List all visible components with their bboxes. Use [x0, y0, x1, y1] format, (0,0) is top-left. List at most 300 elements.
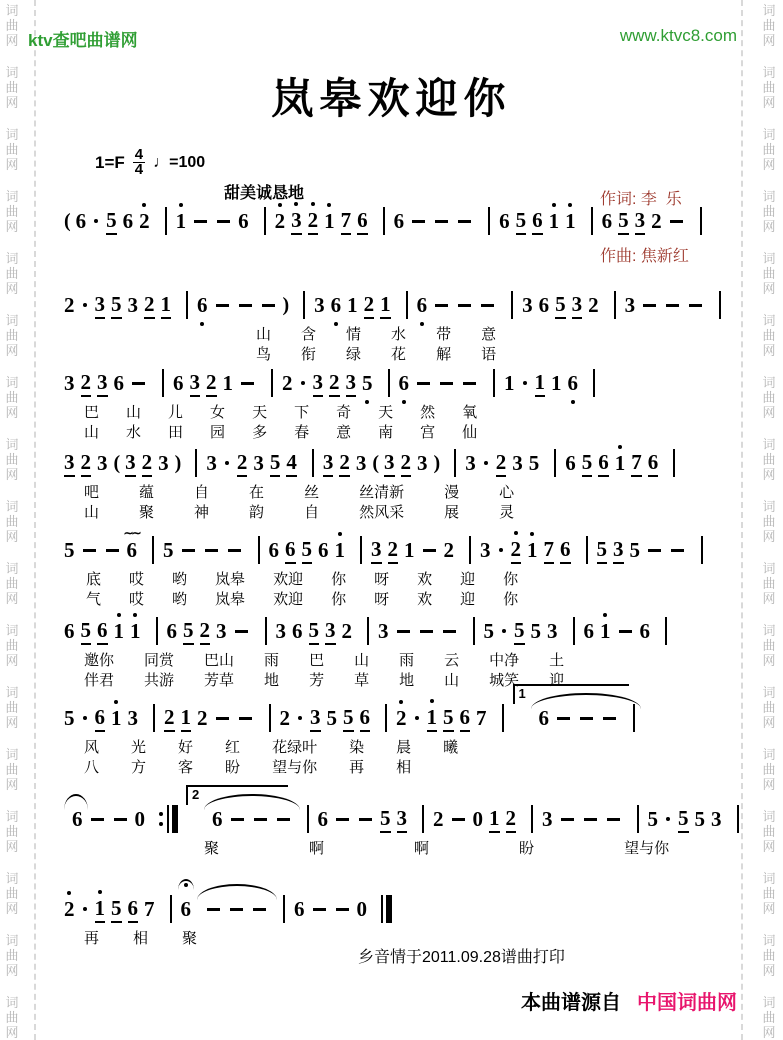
sustain-dash: [561, 818, 574, 821]
lyric-word: 山: [84, 424, 100, 441]
lyric-word: 相: [133, 930, 149, 947]
lyric-word: 宫: [420, 424, 436, 441]
sustain-dash: [440, 382, 453, 385]
lyric-word: 盼: [519, 840, 535, 857]
notes-row: [64, 535, 732, 565]
lyric-word: 下: [294, 404, 310, 421]
volta-bracket: 2: [186, 785, 288, 805]
lyric-word: 晨: [396, 739, 412, 756]
lyric-word: 共游: [144, 672, 175, 689]
augmentation-dot: [502, 629, 506, 633]
note: 6: [399, 371, 410, 396]
border-character: 词: [762, 499, 776, 514]
lyric-word: 雨: [399, 652, 415, 669]
notes-row: [64, 787, 732, 834]
lyric-word: 欢: [417, 571, 433, 588]
border-character: 网: [762, 219, 776, 234]
octave-dot-above: [117, 613, 121, 617]
sustain-dash: [336, 818, 349, 821]
note: 3: [547, 618, 558, 643]
note: 6: [460, 705, 471, 732]
note: 1: [130, 619, 141, 644]
barline: [265, 617, 267, 645]
note: 6: [285, 537, 296, 564]
note: 3: [480, 537, 491, 562]
note: 5: [483, 618, 494, 643]
lyric-word: 中净: [489, 652, 520, 669]
lyric-word: 蕴: [139, 484, 155, 501]
barline: [614, 291, 616, 319]
note: 3: [378, 618, 389, 643]
barline: [531, 805, 533, 833]
note: 1: [404, 537, 415, 562]
score-line: [64, 535, 732, 610]
sustain-dash: [417, 382, 430, 385]
lyric-word: 山: [354, 652, 370, 669]
augmentation-dot: [666, 817, 670, 821]
lyric-word: 哟: [172, 591, 188, 608]
note: 5: [111, 896, 122, 923]
barline: [473, 617, 475, 645]
note: 6: [639, 618, 650, 643]
augmentation-dot: [94, 219, 98, 223]
sustain-dash: [359, 818, 372, 821]
lyric-word: 岚皋: [215, 571, 246, 588]
augmentation-dot: [499, 548, 503, 552]
barline-thick: [172, 805, 178, 833]
note: 6: [122, 208, 134, 233]
barline: [700, 207, 702, 235]
barline: [493, 369, 495, 397]
note: 3: [291, 208, 302, 235]
border-character: 曲: [762, 700, 776, 715]
sustain-dash: [412, 220, 425, 223]
lyric-word: 红: [225, 739, 241, 756]
border-character: 网: [5, 95, 19, 110]
note: 5: [106, 208, 117, 235]
note: 1: [551, 370, 562, 395]
border-character: 曲: [762, 80, 776, 95]
notes-row: [64, 616, 732, 646]
note: 3: [216, 618, 227, 643]
lyric-row: [64, 671, 732, 691]
lyric-word: 带: [436, 326, 452, 343]
lyric-word: 巴山: [204, 652, 235, 669]
border-character: 曲: [5, 328, 19, 343]
border-character: 词: [5, 127, 19, 142]
note: 2: [81, 450, 92, 477]
border-character: 网: [762, 901, 776, 916]
octave-dot-above: [603, 613, 607, 617]
sustain-dash: [241, 382, 254, 385]
border-character: 网: [5, 653, 19, 668]
time-signature-top: 4: [134, 146, 144, 163]
border-character: 词: [762, 251, 776, 266]
sustain-dash: [557, 717, 570, 720]
sustain-dash: [91, 818, 104, 821]
note: 2: [443, 537, 454, 562]
sustain-dash: [207, 908, 220, 911]
sustain-dash: [277, 818, 290, 821]
final-barline: [381, 895, 392, 923]
border-character: 曲: [762, 18, 776, 33]
parenthesis: (: [113, 451, 121, 474]
fermata-icon: [178, 879, 194, 890]
note: 5: [343, 705, 354, 732]
border-character: 词: [762, 747, 776, 762]
lyric-word: 女: [210, 404, 226, 421]
score-line: [64, 290, 732, 365]
border-character: 网: [5, 963, 19, 978]
barline: [454, 449, 456, 477]
lyric-row: [64, 839, 732, 859]
lyric-word: 方: [131, 759, 147, 776]
sustain-dash: [435, 220, 448, 223]
lyric-word: 南: [378, 424, 394, 441]
lyric-word: 底: [86, 571, 102, 588]
note: 3: [624, 292, 636, 317]
score-line: [64, 616, 732, 691]
note: 2: [197, 705, 208, 730]
barline: [186, 291, 188, 319]
note: 5: [597, 537, 608, 564]
lyric-row: [64, 590, 732, 610]
border-character: 网: [762, 591, 776, 606]
lyric-word: 同赏: [144, 652, 175, 669]
site-name-link[interactable]: ktv查吧曲谱网: [28, 31, 138, 50]
parenthesis: ): [282, 293, 290, 316]
lyric-word: 聚: [204, 840, 220, 857]
note: 1: [335, 538, 346, 563]
barline: [701, 536, 703, 564]
note: 2: [329, 370, 340, 397]
sustain-dash: [83, 549, 96, 552]
octave-dot-above: [338, 532, 342, 536]
border-character: 曲: [762, 266, 776, 281]
lyric-word: 曦: [443, 739, 459, 756]
note: 6: [173, 370, 184, 395]
note: 6: [601, 208, 613, 233]
sustain-dash: [435, 304, 448, 307]
note: 6: [560, 537, 571, 564]
barline: [469, 536, 471, 564]
sustain-dash: [228, 549, 241, 552]
note: 4: [286, 450, 297, 477]
score-line: [64, 894, 732, 949]
note: 5: [678, 806, 689, 833]
lyric-word: 你: [331, 571, 347, 588]
note: 3: [314, 292, 325, 317]
lyric-word: 展: [444, 504, 460, 521]
sustain-dash: [452, 818, 465, 821]
note: 2: [282, 370, 293, 395]
lyric-word: 花绿叶: [272, 739, 318, 756]
right-dashed-divider: [741, 0, 743, 1040]
octave-dot-above: [142, 203, 146, 207]
sustain-dash: [239, 304, 252, 307]
sustain-dash: [239, 717, 252, 720]
note: 6: [360, 705, 371, 732]
lyric-row: [64, 651, 732, 671]
lyric-word: 巴: [309, 652, 325, 669]
lyric-word: 自: [194, 484, 210, 501]
note: 3: [125, 450, 136, 477]
augmentation-dot: [523, 381, 527, 385]
note: 6: [268, 537, 279, 562]
note: 1: [600, 619, 611, 644]
note: 1: [504, 370, 515, 395]
note: 5: [183, 618, 194, 645]
octave-dot-above: [568, 203, 572, 207]
barline: [367, 617, 369, 645]
footer-source-link[interactable]: 中国词曲网: [637, 992, 737, 1014]
note: 3: [323, 450, 334, 477]
lyric-word: 土: [549, 652, 565, 669]
octave-dot-above: [67, 891, 71, 895]
border-character: 词: [5, 561, 19, 576]
note: 2: [588, 292, 599, 317]
note: 6: [568, 371, 579, 396]
lyric-word: 水: [391, 326, 407, 343]
border-character: 网: [5, 901, 19, 916]
border-character: 词: [5, 375, 19, 390]
note: 5: [647, 806, 658, 831]
sustain-dash: [670, 220, 683, 223]
border-character: 网: [762, 715, 776, 730]
note: 5: [270, 450, 281, 477]
notes-row: [64, 206, 732, 236]
note: 6: [238, 208, 249, 233]
lyric-word: 意: [481, 326, 497, 343]
border-character: 网: [5, 467, 19, 482]
border-character: 曲: [5, 80, 19, 95]
note: 2: [388, 537, 399, 564]
border-character: 词: [5, 251, 19, 266]
note: 1: [549, 209, 560, 234]
border-character: 曲: [5, 204, 19, 219]
sustain-dash: [132, 382, 145, 385]
border-character: 词: [762, 437, 776, 452]
note: 3: [95, 292, 106, 319]
lyric-word: 漫: [444, 484, 460, 501]
border-character: 曲: [5, 762, 19, 777]
lyric-word: 语: [481, 346, 497, 363]
border-character: 词: [762, 375, 776, 390]
border-character: 曲: [5, 452, 19, 467]
border-character: 词: [5, 685, 19, 700]
sustain-dash: [420, 630, 433, 633]
octave-dot-above: [133, 613, 137, 617]
lyric-word: 神: [194, 504, 210, 521]
sustain-dash: [216, 717, 229, 720]
border-character: 网: [5, 343, 19, 358]
note: 3: [313, 370, 324, 397]
border-character: 词: [762, 189, 776, 204]
sustain-dash: [481, 304, 494, 307]
note: 3: [355, 450, 367, 475]
lyric-row: [64, 423, 732, 443]
note: 5: [64, 705, 75, 730]
footer-prefix: 本曲谱源自: [521, 992, 621, 1014]
note: 5: [528, 450, 540, 475]
lyric-word: 客: [178, 759, 194, 776]
barline: [360, 536, 362, 564]
note: 2: [64, 897, 75, 922]
note: 5: [618, 208, 629, 235]
octave-dot-below: [402, 400, 406, 404]
lyric-word: 鸟: [256, 346, 272, 363]
octave-dot-above: [114, 700, 118, 704]
note: 5: [326, 705, 337, 730]
lyric-word: 然风采: [359, 504, 405, 521]
lyric-row: [64, 483, 732, 503]
lyric-word: 春: [294, 424, 310, 441]
sustain-dash: [607, 818, 620, 821]
lyric-word: 心: [499, 484, 515, 501]
note: 2: [341, 618, 352, 643]
lyric-word: 啊: [309, 840, 325, 857]
border-character: 网: [762, 343, 776, 358]
border-character: 词: [762, 685, 776, 700]
barline: [673, 449, 675, 477]
lyric-row: [64, 325, 732, 345]
note: 0: [356, 896, 367, 921]
sustain-dash: [463, 382, 476, 385]
note: 1: [489, 806, 500, 833]
notes-row: [64, 686, 732, 733]
barline: [165, 207, 167, 235]
volta-bracket: 1: [513, 684, 629, 704]
sustain-dash: [423, 549, 436, 552]
sustain-dash: [458, 304, 471, 307]
octave-dot-below: [200, 322, 204, 326]
note: 2: [139, 209, 150, 234]
note: 6: [72, 806, 83, 831]
barline: [283, 895, 285, 923]
border-character: 网: [5, 715, 19, 730]
lyric-word: 在: [249, 484, 265, 501]
note: 6: [532, 208, 543, 235]
note: 1: [111, 706, 122, 731]
note: 6: [538, 292, 550, 317]
score-line: [64, 686, 732, 778]
sustain-dash: [194, 220, 207, 223]
border-character: 网: [762, 281, 776, 296]
parenthesis: (: [64, 209, 71, 232]
page-title: 岚皋欢迎你: [271, 77, 512, 123]
augmentation-dot: [225, 461, 229, 465]
lyricist-credit: 作词: 李 乐: [600, 191, 682, 208]
border-character: 词: [5, 995, 19, 1010]
border-character: 词: [5, 933, 19, 948]
border-character: 词: [762, 127, 776, 142]
border-character: 网: [762, 777, 776, 792]
lyric-word: 城笑: [489, 672, 520, 689]
parenthesis: ): [433, 451, 441, 474]
note: 3: [711, 806, 722, 831]
barline: [719, 291, 721, 319]
left-border-text: [1, 0, 23, 1040]
lyric-word: 迎: [460, 571, 476, 588]
border-character: 曲: [5, 18, 19, 33]
note: 2: [396, 706, 407, 731]
border-character: 词: [5, 3, 19, 18]
lyric-word: 光: [131, 739, 147, 756]
lyric-word: 哎: [129, 571, 145, 588]
lyric-word: 奇: [336, 404, 352, 421]
border-character: 词: [762, 313, 776, 328]
lyric-word: 天: [378, 404, 394, 421]
note: 2: [279, 705, 290, 730]
border-character: 曲: [762, 638, 776, 653]
barline: [307, 805, 309, 833]
border-character: 词: [762, 65, 776, 80]
note: 2: [275, 209, 286, 234]
sustain-dash: [689, 304, 702, 307]
lyric-word: 田: [168, 424, 184, 441]
note: 3: [64, 450, 75, 477]
note: 6: [318, 537, 329, 562]
barline: [153, 704, 155, 732]
border-character: 曲: [762, 576, 776, 591]
lyric-word: 园: [210, 424, 226, 441]
sustain-dash: [643, 304, 656, 307]
octave-dot-above: [618, 445, 622, 449]
note: 2: [64, 292, 75, 317]
mordent-icon: [124, 521, 140, 546]
barline: [637, 805, 639, 833]
lyric-word: 含: [301, 326, 317, 343]
sustain-dash: [336, 908, 349, 911]
note: 7: [544, 537, 555, 564]
sustain-dash: [648, 549, 661, 552]
sustain-dash: [106, 549, 119, 552]
augmentation-dot: [301, 381, 305, 385]
note: 6: [97, 618, 108, 645]
border-character: 曲: [762, 328, 776, 343]
border-character: 曲: [5, 638, 19, 653]
lyric-word: 云: [444, 652, 460, 669]
border-character: 网: [762, 157, 776, 172]
lyric-word: 再: [84, 930, 100, 947]
notes-row: [64, 368, 732, 398]
site-url-link[interactable]: www.ktvc8.com: [619, 26, 737, 45]
note: 2: [401, 450, 412, 477]
note: 6: [64, 618, 75, 643]
lyric-word: 望与你: [624, 840, 670, 857]
border-character: 曲: [5, 266, 19, 281]
border-character: 词: [762, 623, 776, 638]
barline: [665, 617, 667, 645]
sustain-dash: [231, 818, 244, 821]
barline: [269, 704, 271, 732]
border-character: 曲: [762, 948, 776, 963]
lyric-word: 芳草: [204, 672, 235, 689]
lyric-word: 山: [444, 672, 460, 689]
border-character: 网: [5, 157, 19, 172]
octave-dot-above: [294, 202, 298, 206]
lyric-word: 你: [503, 591, 519, 608]
lyric-word: 雨: [264, 652, 280, 669]
note: 2: [651, 208, 662, 233]
note: 1: [176, 209, 187, 234]
barline: [737, 805, 739, 833]
note: 3: [158, 450, 169, 475]
lyric-word: 芳: [309, 672, 325, 689]
sustain-dash: [671, 549, 684, 552]
lyric-word: 山: [84, 504, 100, 521]
border-character: 曲: [5, 948, 19, 963]
